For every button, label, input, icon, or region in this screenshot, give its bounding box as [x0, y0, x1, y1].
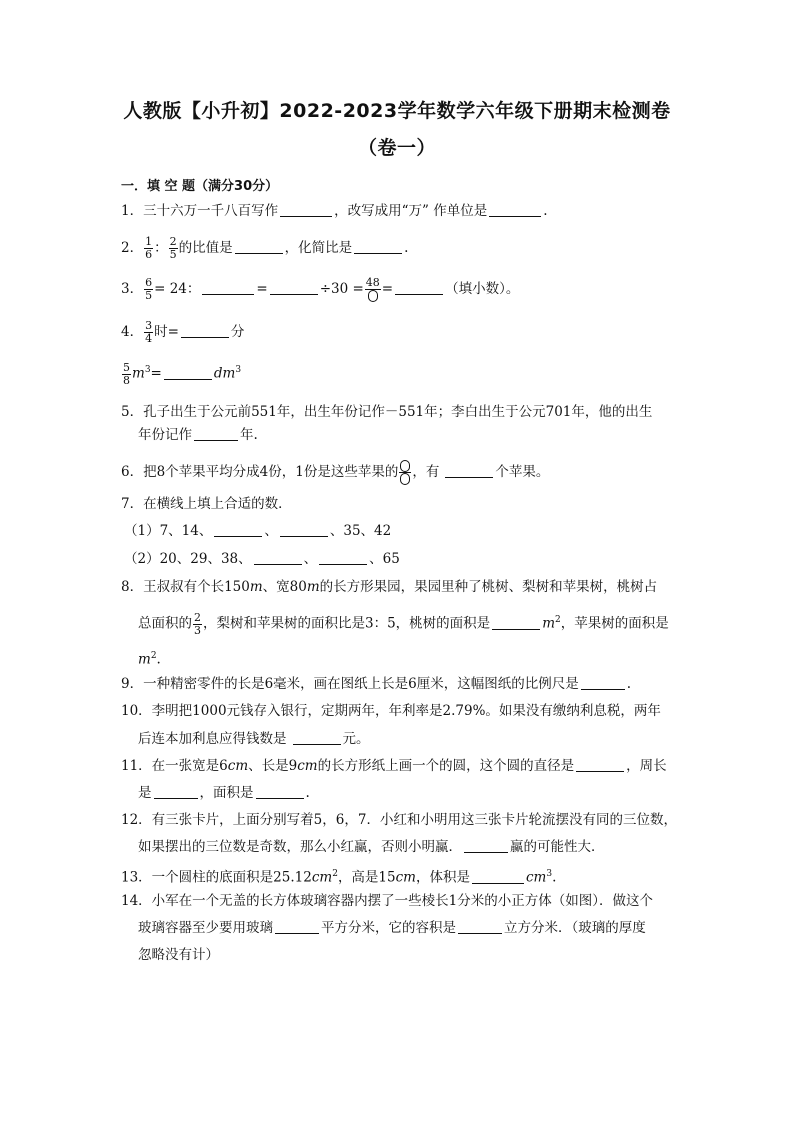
fraction: $\frac{1}{6}$: [145, 235, 153, 261]
q12-text: 12．有三张卡片，上面分别写着5，6，7．小红和小明用这三张卡片轮流摆没有同的三位数，: [121, 812, 677, 828]
answer-blank[interactable]: [194, 426, 238, 441]
answer-blank[interactable]: [395, 280, 443, 295]
answer-blank[interactable]: [293, 730, 341, 745]
question-5: [121, 402, 652, 422]
q9-text: 9．一种精密零件的长是6毫米，画在图纸上长是6厘米，这幅图纸的比例尺是: [121, 676, 579, 692]
question-7-part-2: [124, 549, 400, 569]
answer-blank[interactable]: [280, 202, 332, 217]
answer-blank[interactable]: [202, 280, 254, 295]
question-11-cont: 是 ，面积是 .: [138, 785, 310, 801]
q6-text: 6．把8个苹果平均分成4份，1份是这些苹果的: [121, 464, 399, 480]
unit: cm: [395, 869, 416, 886]
unit: m: [132, 365, 145, 382]
empty-box[interactable]: [400, 473, 410, 485]
answer-blank[interactable]: [458, 919, 502, 934]
answer-blank[interactable]: [256, 784, 304, 799]
answer-blank[interactable]: [581, 675, 625, 690]
empty-box[interactable]: [400, 460, 410, 472]
q7-text: 7．在横线上填上合适的数．: [121, 496, 292, 512]
exponent: 3: [546, 869, 553, 879]
question-11: 11．在一张宽是6cm、长是9cm的长方形纸上画一个的圆，这个圆的直径是 ，周长: [121, 758, 667, 774]
q1-text: 1．三十六万一千八百写作: [121, 203, 279, 219]
answer-blank[interactable]: [270, 280, 318, 295]
answer-blank[interactable]: [275, 919, 319, 934]
q3-text: =: [381, 281, 394, 297]
q2-text: ，化简比是: [284, 240, 353, 256]
q14-text: 忽略没有计）: [138, 947, 219, 963]
fraction: $\frac{3}{4}$: [145, 319, 153, 345]
q4-number: 4．: [121, 324, 144, 340]
exponent: 3: [144, 365, 151, 375]
q2-text: .: [404, 240, 409, 256]
question-4: [121, 320, 244, 345]
page-subtitle: （卷一）: [357, 137, 436, 159]
question-7: [121, 494, 292, 514]
unit: cm: [526, 869, 547, 886]
question-12-cont: 如果摆出的三位数是奇数，那么小红赢，否则小明赢． 赢的可能性大．: [138, 839, 605, 855]
q3-text: （填小数）。: [445, 281, 520, 297]
answer-blank[interactable]: [354, 239, 402, 254]
fraction: $\frac{2}{5}$: [169, 235, 177, 261]
q5-text: 年份记作: [138, 427, 192, 443]
fraction: $\frac{2}{3}$: [194, 610, 201, 637]
q5-text: 年.: [240, 427, 258, 443]
q7-text: 、: [264, 523, 278, 539]
fraction: $\frac{5}{8}$: [123, 360, 130, 387]
question-14: [121, 891, 653, 911]
question-10: [121, 701, 661, 721]
q9-text: .: [626, 676, 632, 692]
unit: m: [249, 579, 263, 595]
answer-blank[interactable]: [181, 323, 229, 338]
q1-text: ，改写成用“万” 作单位是: [334, 203, 488, 219]
unit: cm: [311, 869, 333, 886]
question-8: 8．王叔叔有个长150m、宽80m的长方形果园，果园里种了桃树、梨树和苹果树，桃树占: [121, 579, 658, 595]
question-4-part-2: [121, 360, 241, 387]
exponent: 3: [235, 365, 242, 375]
question-5-cont: [138, 425, 258, 445]
section-heading: 一．填 空 题（满分30分）: [121, 179, 279, 194]
empty-box[interactable]: [368, 290, 378, 302]
unit: m: [138, 651, 151, 668]
question-1: [121, 201, 548, 221]
q5-text: 5．孔子出生于公元前551年，出生年份记作－551年；李白出生于公元701年，他的出生: [121, 404, 653, 420]
q2-number: 2．: [121, 240, 144, 256]
answer-blank[interactable]: [319, 550, 367, 565]
answer-blank[interactable]: [464, 838, 508, 853]
exponent: 2: [555, 615, 561, 625]
q4-text: 时=: [154, 324, 179, 340]
answer-blank[interactable]: [164, 365, 212, 380]
question-14-cont-2: [138, 945, 219, 965]
q10-text: 10．李明把1000元钱存入银行，定期两年，年利率是2.79%。如果没有缴纳利息税，两年: [121, 703, 661, 719]
q10-text: 元。: [342, 731, 370, 747]
answer-blank[interactable]: [235, 239, 283, 254]
q10-text: 后连本加利息应得钱数是: [138, 731, 287, 747]
exponent: 2: [150, 651, 157, 661]
answer-blank[interactable]: [445, 463, 493, 478]
unit: m: [542, 615, 555, 632]
q2-text: ：: [154, 240, 168, 256]
answer-blank[interactable]: [492, 615, 540, 630]
fraction: $\frac{6}{5}$: [145, 276, 153, 302]
exponent: 2: [332, 869, 338, 879]
q3-text: ÷30 =: [319, 281, 364, 297]
q4-text: =: [150, 365, 162, 382]
question-8-cont: 总面积的 $\frac{2}{3}$ ，梨树和苹果树的面积比是3：5，桃树的面积是 $m^2$，苹果树的面积是: [138, 610, 669, 637]
q7-text: （1）7、14、: [124, 523, 213, 539]
answer-blank[interactable]: [280, 522, 328, 537]
q3-text: = 24：: [154, 281, 201, 297]
question-9: [121, 674, 631, 694]
q1-text: .: [543, 203, 548, 219]
unit: cm: [297, 758, 318, 774]
q7-text: 、35、42: [329, 523, 392, 539]
q2-text: 的比值是: [178, 240, 233, 256]
q7-text: 、65: [369, 551, 400, 567]
q7-text: 、: [303, 551, 318, 567]
q4-text: 分: [230, 324, 245, 340]
question-12: [121, 810, 677, 830]
question-7-part-1: [124, 521, 391, 541]
page-title: 人教版【小升初】2022-2023学年数学六年级下册期末检测卷: [123, 100, 671, 122]
fraction: [399, 460, 411, 485]
unit: cm: [227, 758, 249, 774]
question-13: 13．一个圆柱的底面积是$25.12cm^2$，高是15cm，体积是 $cm^3$.: [121, 869, 557, 886]
question-2: [121, 236, 408, 261]
q6-text: 个苹果。: [495, 464, 550, 480]
unit: m: [306, 579, 320, 595]
answer-blank[interactable]: [214, 522, 262, 537]
answer-blank[interactable]: [154, 784, 198, 799]
answer-blank[interactable]: [489, 202, 541, 217]
question-10-cont: [138, 729, 370, 749]
fraction: 48: [365, 277, 381, 302]
answer-blank[interactable]: [254, 550, 302, 565]
answer-blank[interactable]: [472, 869, 524, 884]
question-8-cont-2: $m^2$.: [138, 651, 161, 668]
q7-text: （2）20、29、38、: [124, 551, 252, 567]
q3-number: 3．: [121, 281, 144, 297]
unit: dm: [213, 365, 236, 382]
question-14-cont: 玻璃容器至少要用玻璃 平方分米，它的容积是 立方分米．（玻璃的厚度: [138, 920, 646, 936]
q6-text: ，有: [412, 464, 440, 480]
q14-text: 14．小军在一个无盖的长方体玻璃容器内摆了一些棱长1分米的小正方体（如图）．做这个: [121, 893, 654, 909]
question-3: [121, 277, 519, 302]
q3-text: =: [256, 281, 268, 297]
question-6: [121, 460, 549, 485]
answer-blank[interactable]: [576, 757, 624, 772]
